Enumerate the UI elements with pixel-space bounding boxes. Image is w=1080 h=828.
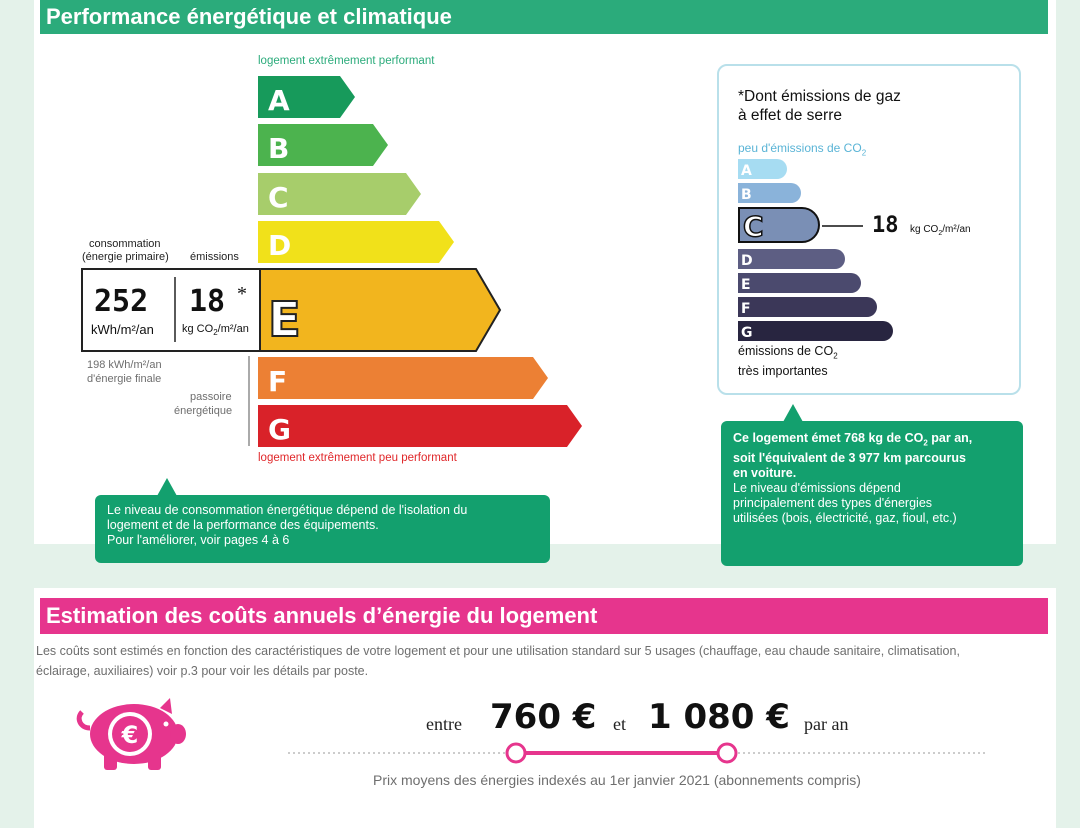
costs-title: Estimation des coûts annuels d’énergie du logement: [40, 598, 1048, 634]
cost-footnote: Prix moyens des énergies indexés au 1er janvier 2021 (abonnements compris): [373, 772, 861, 788]
costs-intro: Les coûts sont estimés en fonction des caractéristiques de votre logement et pour une utilisation standard sur 5 usages (chauffage, eau chaude sanitaire, climatisation, éclairage, auxiliaires) voir p.3 pour voir les détails par poste.: [36, 644, 960, 678]
svg-text:A: A: [741, 163, 752, 179]
passoire-label: passoire: [190, 391, 232, 403]
tooltip-line: Pour l'améliorer, voir pages 4 à 6: [107, 533, 290, 547]
class-arrow-F: [258, 357, 548, 399]
top-scale-label: logement extrêmement performant: [258, 55, 435, 67]
euro-symbol: €: [121, 721, 139, 749]
tooltip-line: Le niveau de consommation énergétique dépend de l'isolation du: [107, 503, 468, 517]
emissions-star: *: [237, 283, 247, 305]
emissions-unit: kg $CO_2/m^2/an$: [182, 323, 249, 338]
class-letter-A: A: [268, 84, 290, 117]
ghg-bottom-label: émissions de $CO_2$ très importantes: [738, 344, 838, 378]
ghg-bar-B: [738, 183, 801, 203]
tooltip-pointer-left: [157, 478, 177, 496]
ghg-heading: *Dont émissions de gaz à effet de serre: [738, 88, 901, 124]
ghg-bar-G: [738, 321, 893, 341]
piggy-bank-icon: [72, 694, 190, 774]
svg-text:D: D: [741, 253, 753, 269]
ghg-class-scale: [730, 155, 1020, 345]
class-arrow-G: [258, 405, 582, 447]
svg-text:F: F: [741, 301, 751, 317]
emissions-heading: émissions: [190, 251, 239, 263]
class-letter-F: F: [268, 365, 288, 398]
range-max-marker: [718, 744, 736, 762]
ghg-bar-C-current: [739, 208, 819, 243]
class-arrow-D: [258, 221, 454, 263]
cost-between-word: entre: [426, 714, 462, 734]
consumption-heading: consommation: [89, 238, 161, 250]
cost-per-year: par an: [804, 714, 849, 734]
consumption-tooltip: [95, 495, 550, 563]
ghg-value: 18: [872, 213, 899, 238]
ghg-unit: kg $CO_2/m^2/an$: [910, 224, 971, 237]
class-letter-D: D: [268, 229, 292, 262]
ghg-top-label: peu d'émissions de $CO_2$: [738, 141, 867, 158]
cost-range-scale: [284, 738, 990, 768]
performance-title: Performance énergétique et climatique: [40, 0, 1048, 34]
class-letter-C: C: [268, 181, 289, 214]
cost-min-value: 760 €: [490, 697, 597, 737]
final-energy-label: d'énergie finale: [87, 373, 162, 385]
bottom-scale-label: logement extrêmement peu performant: [258, 452, 457, 464]
ghg-bar-A: [738, 159, 787, 179]
final-energy-value: 198 kWh/m²/an: [87, 359, 162, 371]
consumption-value: 252: [94, 284, 149, 319]
consumption-heading-sub: (énergie primaire): [82, 251, 169, 263]
class-letter-B: B: [268, 132, 290, 165]
tooltip-line: logement et de la performance des équipements.: [107, 518, 379, 532]
class-letter-G: G: [268, 413, 291, 446]
ghg-bar-E: [738, 273, 861, 293]
svg-text:B: B: [741, 187, 752, 203]
range-min-marker: [507, 744, 525, 762]
ghg-tooltip: Ce logement émet 768 kg de $CO_2$ par an, soit l'équivalent de 3 977 km parcourus en voiture. Le niveau d'émissions dépend principalement des types d'énergies utilisées (bois, électricité, gaz, fioul, etc.): [721, 421, 1023, 566]
ghg-bar-F: [738, 297, 877, 317]
ghg-bar-D: [738, 249, 845, 269]
class-arrow-B: [258, 124, 388, 166]
class-letter-E: E: [268, 292, 301, 348]
passoire-label-2: énergétique: [174, 405, 233, 417]
tooltip-pointer-right: [783, 404, 803, 422]
svg-text:E: E: [741, 277, 751, 293]
class-arrow-E-current: [260, 269, 500, 351]
emissions-value: 18: [189, 284, 226, 319]
class-arrow-A: [258, 76, 355, 118]
consumption-unit: kWh/m²/an: [91, 322, 154, 337]
svg-text:C: C: [743, 210, 764, 243]
cost-and-word: et: [613, 714, 626, 734]
class-arrow-C: [258, 173, 421, 215]
cost-max-value: 1 080 €: [648, 697, 790, 737]
svg-text:G: G: [741, 325, 753, 341]
